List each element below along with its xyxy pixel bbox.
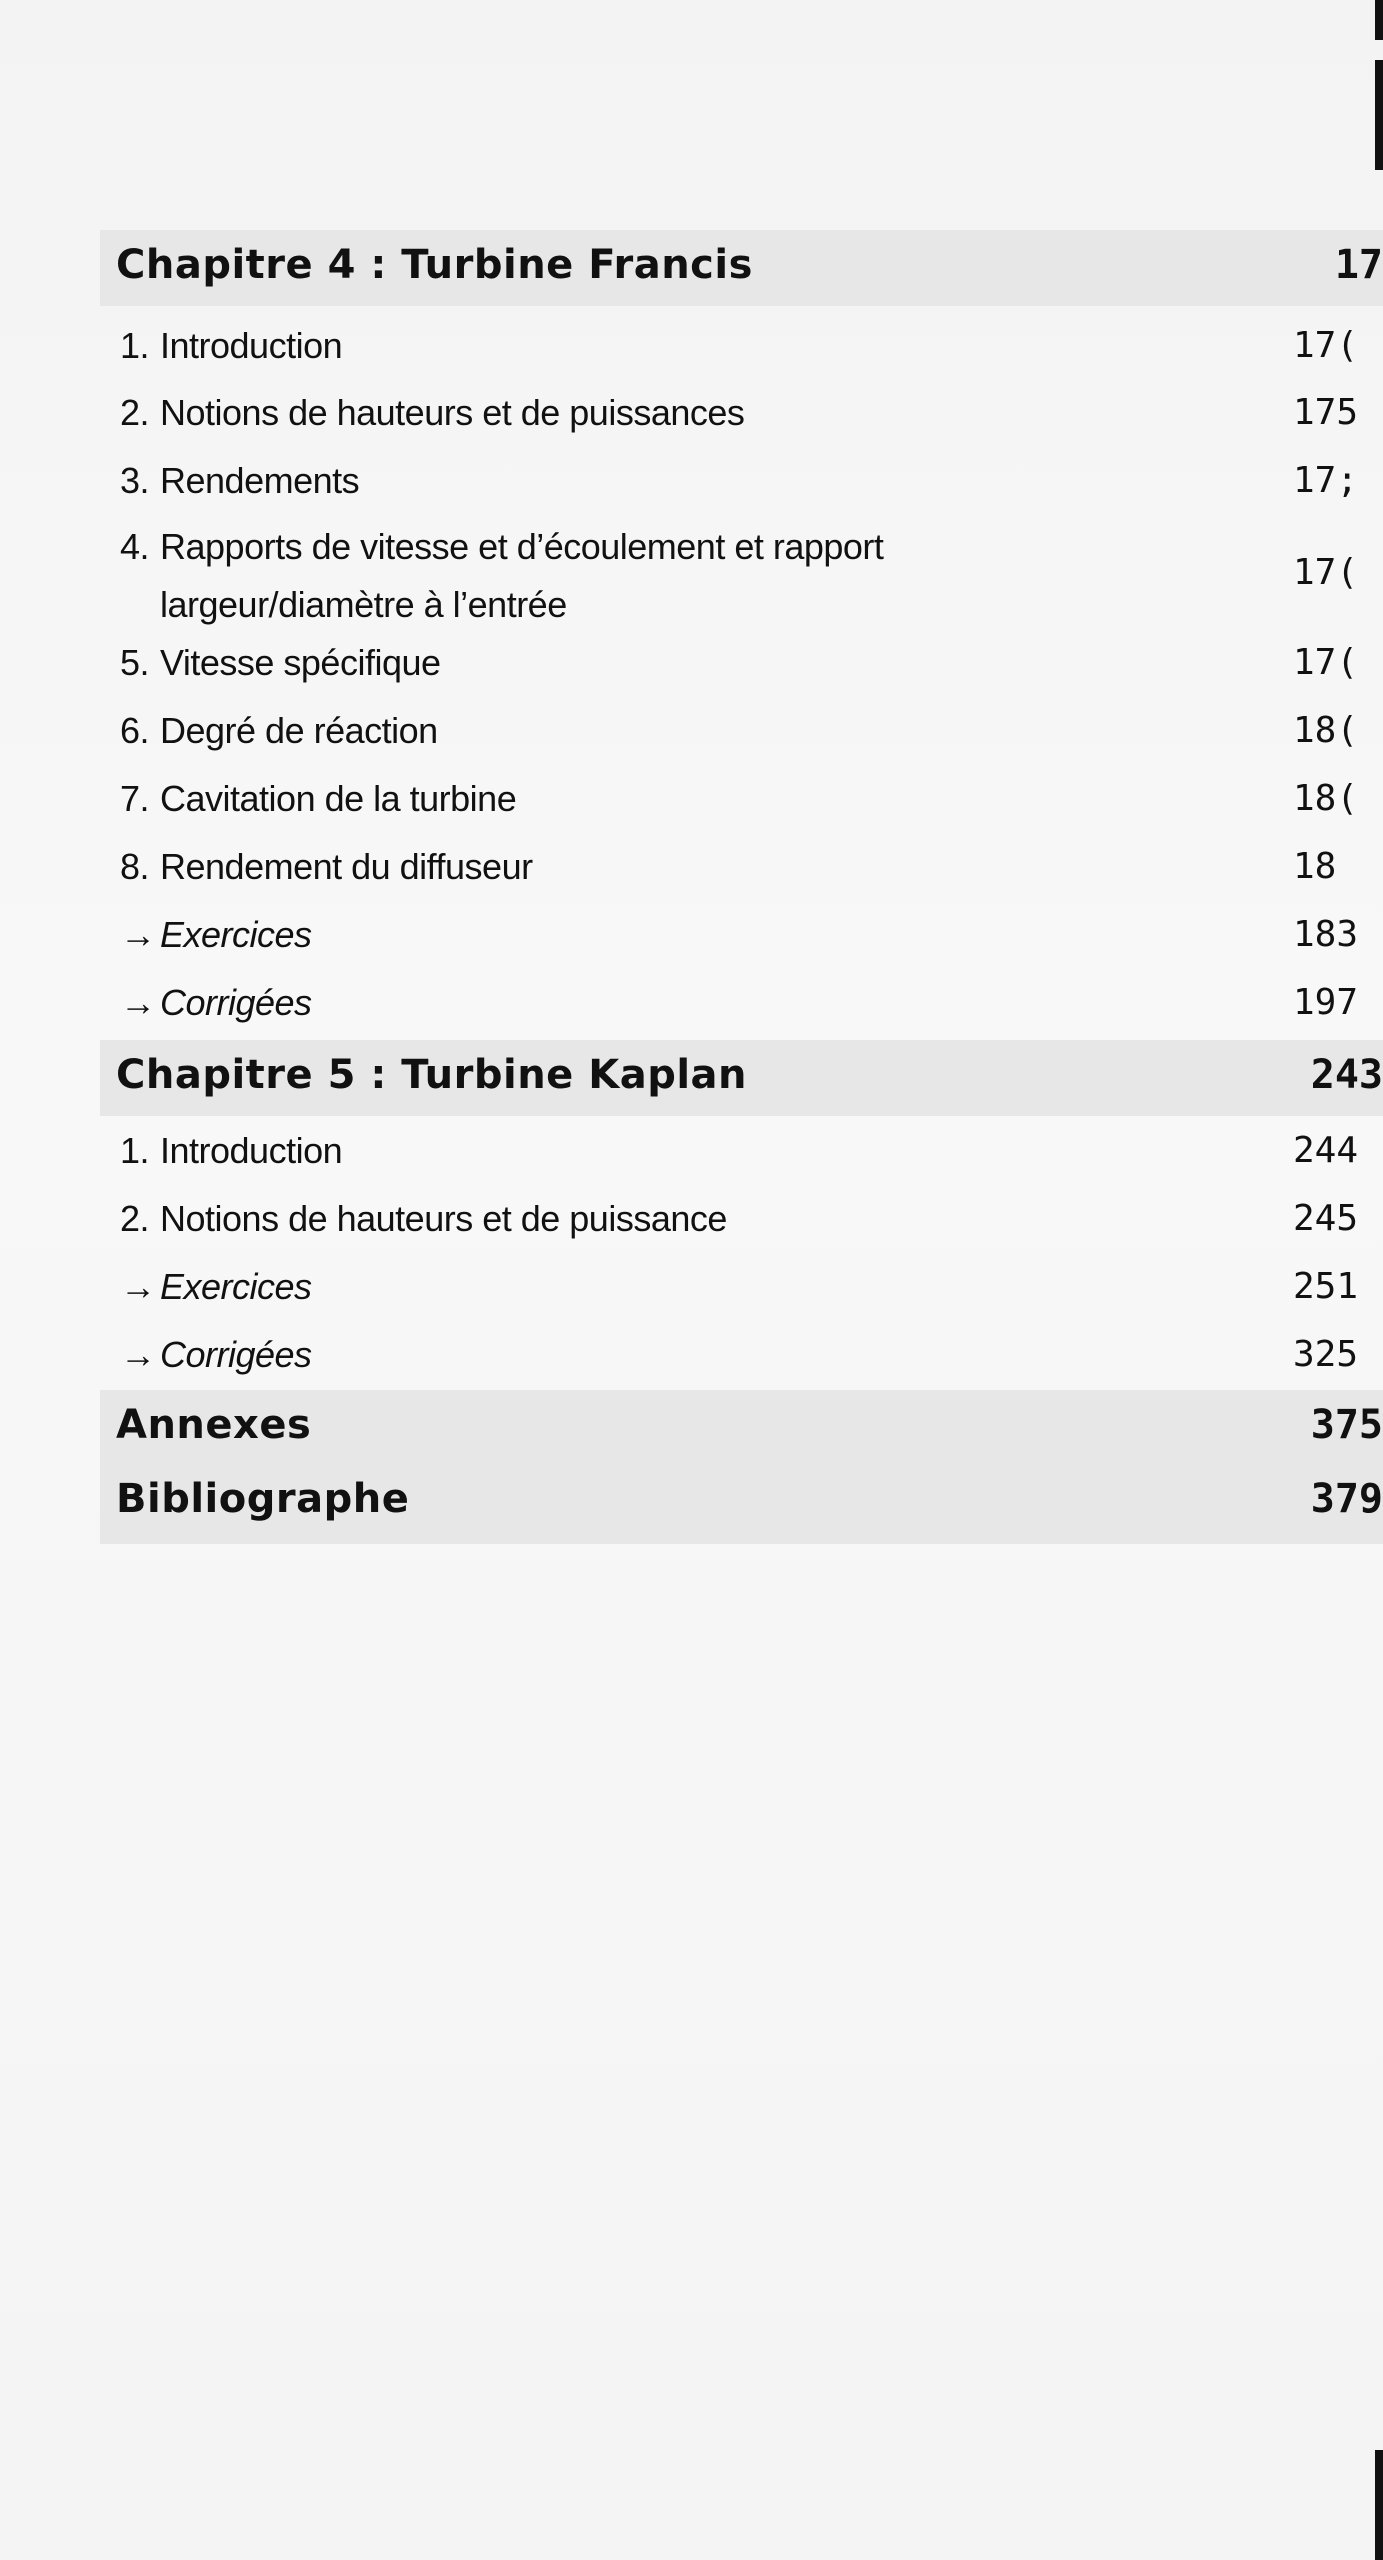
arrow-icon: → (120, 982, 156, 1023)
entry-label: Introduction (160, 325, 343, 366)
entry-page-number: 18( (1293, 710, 1359, 751)
entry-page-number: 251 (1293, 1266, 1359, 1307)
entry-label: Degré de réaction (160, 710, 438, 751)
entry-number: 1. (120, 1130, 150, 1171)
arrow-icon: → (120, 1334, 156, 1375)
entry-page-number: 175 (1293, 392, 1359, 433)
toc-entry[interactable] (0, 1334, 1383, 1390)
arrow-icon: → (120, 914, 156, 955)
toc-entry[interactable] (0, 642, 1383, 698)
entry-label: Notions de hauteurs et de puissance (160, 1198, 727, 1239)
toc-entry[interactable] (0, 518, 1383, 628)
annexes-title: Annexes (116, 1402, 312, 1448)
annexes-heading[interactable] (100, 1390, 1383, 1464)
page-edge-mark (1375, 0, 1383, 40)
entry-number: 3. (120, 460, 150, 501)
entry-number: 5. (120, 642, 150, 683)
toc-entry[interactable] (0, 778, 1383, 834)
toc-entry[interactable] (0, 914, 1383, 970)
toc-entry[interactable] (0, 1198, 1383, 1254)
entry-label-line2: largeur/diamètre à l’entrée (160, 584, 567, 625)
entry-page-number: 245 (1293, 1198, 1359, 1239)
entry-number: 4. (120, 526, 150, 567)
entry-page-number: 197 (1293, 982, 1359, 1023)
entry-page-number: 325 (1293, 1334, 1359, 1375)
entry-number: 6. (120, 710, 150, 751)
entry-number: 8. (120, 846, 150, 887)
chapter-page-number: 243 (1310, 1052, 1383, 1098)
entry-page-number: 18( (1293, 778, 1359, 819)
arrow-icon: → (120, 1266, 156, 1307)
entry-page-number: 183 (1293, 914, 1359, 955)
entry-label: Notions de hauteurs et de puissances (160, 392, 745, 433)
toc-entry[interactable] (0, 460, 1383, 516)
entry-page-number: 17( (1293, 325, 1359, 366)
entry-label: Corrigées (160, 1334, 312, 1375)
entry-page-number: 17( (1293, 642, 1359, 683)
entry-label: Vitesse spécifique (160, 642, 441, 683)
entry-number: 2. (120, 392, 150, 433)
entry-page-number: 18 (1293, 846, 1337, 887)
bibliography-page-number: 379 (1310, 1476, 1383, 1522)
bibliography-heading[interactable] (100, 1464, 1383, 1544)
toc-entry[interactable] (0, 1266, 1383, 1322)
toc-entry[interactable] (0, 846, 1383, 902)
toc-entry[interactable] (0, 982, 1383, 1038)
entry-label: Cavitation de la turbine (160, 778, 517, 819)
chapter-page-number: 17 (1334, 242, 1383, 288)
entry-page-number: 17; (1293, 460, 1359, 501)
entry-label: Introduction (160, 1130, 343, 1171)
entry-page-number: 17( (1293, 552, 1359, 593)
chapter-heading[interactable] (100, 1040, 1383, 1116)
entry-page-number: 244 (1293, 1130, 1359, 1171)
entry-label: Exercices (160, 1266, 312, 1307)
page-edge-mark (1375, 60, 1383, 170)
toc-entry[interactable] (0, 1130, 1383, 1186)
bibliography-title: Bibliographe (116, 1476, 410, 1522)
chapter-heading[interactable] (100, 230, 1383, 306)
entry-number: 2. (120, 1198, 150, 1239)
toc-entry[interactable] (0, 392, 1383, 448)
annexes-page-number: 375 (1310, 1402, 1383, 1448)
entry-number: 7. (120, 778, 150, 819)
entry-number: 1. (120, 325, 150, 366)
entry-label-line1: Rapports de vitesse et d’écoulement et rapport (160, 526, 884, 567)
page-edge-mark (1375, 2450, 1383, 2560)
chapter-title: Chapitre 4 : Turbine Francis (116, 242, 753, 288)
entry-label: Exercices (160, 914, 312, 955)
toc-entry[interactable] (0, 325, 1383, 381)
entry-label: Corrigées (160, 982, 312, 1023)
toc-entry[interactable] (0, 710, 1383, 766)
chapter-title: Chapitre 5 : Turbine Kaplan (116, 1052, 748, 1098)
entry-label: Rendements (160, 460, 360, 501)
entry-label: Rendement du diffuseur (160, 846, 533, 887)
